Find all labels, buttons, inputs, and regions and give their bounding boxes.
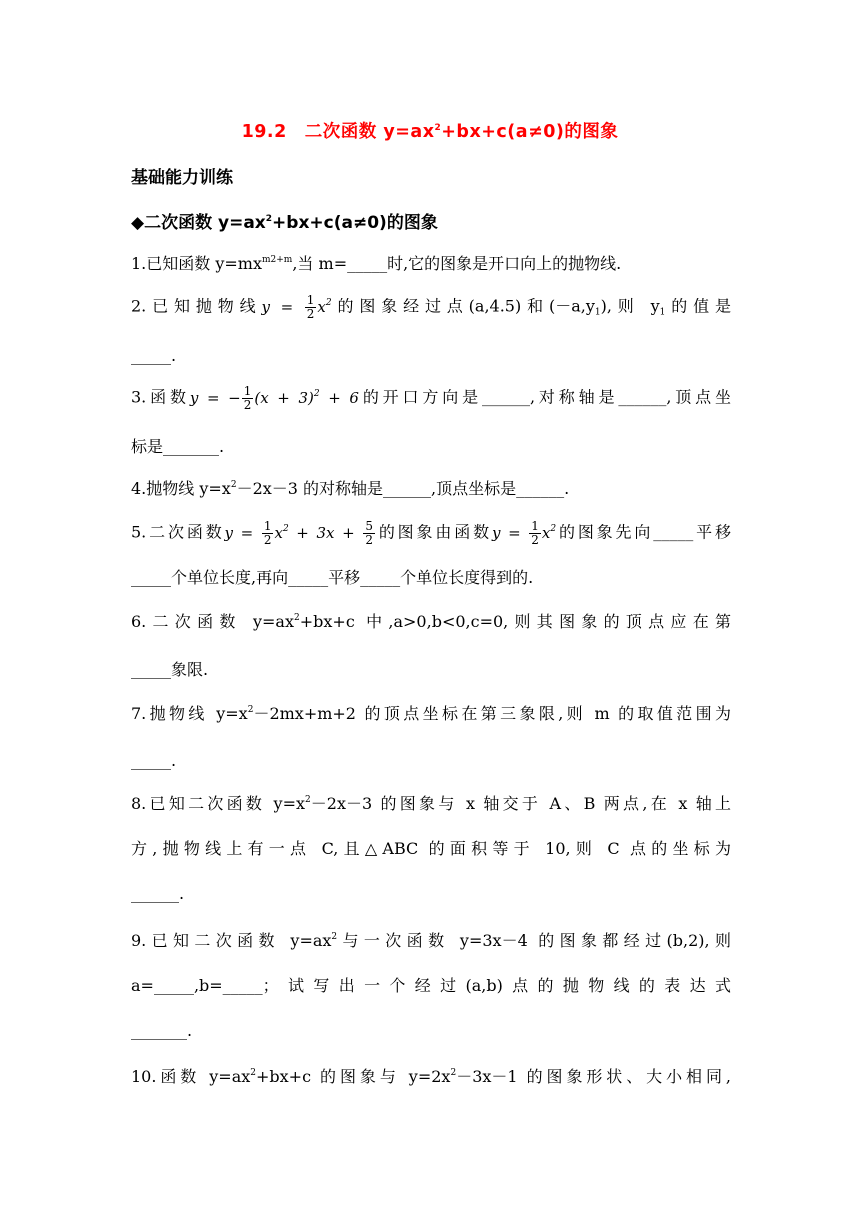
problem-3 — [131, 385, 731, 412]
p6-sup: 2 — [294, 613, 300, 623]
p5-text-a: 5.二次函数 — [131, 522, 225, 542]
p2-text-d: 的值是 — [665, 296, 731, 316]
p3-formula — [189, 384, 359, 412]
problem-8 — [131, 794, 731, 814]
p2-y: y — [261, 297, 270, 316]
title-prefix: 19.2 二次函数 y=ax — [241, 122, 435, 142]
p10-text-b: +bx+c 的图象与 y=2x — [256, 1067, 451, 1086]
problem-9-line2: a=_____,b=_____；试写出一个经过(a,b)点的抛物线的表达式 — [131, 976, 731, 995]
p5-m1-mid: + 3x + — [288, 523, 363, 542]
p8-text-b: －2x－3 的图象与 x 轴交于 A、B 两点,在 x 轴上 — [310, 794, 731, 813]
p5-m1-x: x — [274, 523, 283, 542]
problem-1 — [131, 254, 731, 274]
p2-frac-den: 2 — [306, 307, 315, 321]
p8-sup: 2 — [305, 795, 311, 805]
p3-pre: y = − — [189, 388, 241, 407]
p2-x: x — [317, 297, 326, 316]
p10-text-c: －3x－1 的图象形状、大小相同, — [456, 1067, 731, 1086]
problem-3-line2: 标是_______. — [131, 437, 225, 456]
p6-text-b: +bx+c 中,a>0,b<0,c=0,则其图象的顶点应在第 — [299, 612, 731, 631]
p5-m1-frac2-den: 2 — [365, 533, 373, 547]
problem-5 — [131, 520, 731, 547]
p6-text-a: 6.二次函数 y=ax — [131, 612, 294, 631]
p5-m2-sup: 2 — [550, 523, 557, 534]
p10-sup2: 2 — [450, 1068, 457, 1078]
p5-formula-1 — [224, 519, 376, 547]
p7-text-a: 7.抛物线 y=x — [131, 704, 248, 723]
section-heading: 基础能力训练 — [131, 168, 233, 188]
p1-text-a: 1.已知函数 y=mx — [131, 254, 262, 273]
p5-m1-frac-den: 2 — [263, 533, 272, 547]
subsection-sup: 2 — [265, 214, 273, 224]
p5-m1-frac2-num: 5 — [365, 519, 373, 533]
p9-text-b: 与一次函数 y=3x－4 的图象都经过(b,2),则 — [337, 931, 731, 950]
problem-4 — [131, 479, 731, 499]
p5-m2-frac-num: 1 — [531, 519, 539, 533]
p7-text-b: －2mx+m+2 的顶点坐标在第三象限,则 m 的取值范围为 — [253, 704, 731, 723]
p3-math-sup: 2 — [313, 388, 320, 399]
p4-text-b: －2x－3 的对称轴是______,顶点坐标是______. — [236, 479, 570, 498]
p2-text-a: 2.已知抛物线 — [131, 296, 262, 316]
p9-sup: 2 — [331, 932, 338, 942]
problem-10 — [131, 1067, 731, 1087]
problem-9 — [131, 931, 731, 951]
problem-9-line3: _______. — [131, 1021, 193, 1040]
p3-mid: (x + 3) — [254, 388, 314, 407]
p2-math-sup: 2 — [325, 297, 332, 308]
p7-sup: 2 — [247, 705, 254, 715]
p3-text-b: 的开口方向是______,对称轴是______,顶点坐 — [358, 387, 731, 407]
p5-m1-pre: y = — [224, 523, 261, 542]
problem-6 — [131, 612, 731, 632]
problem-7 — [131, 704, 731, 724]
p8-text-a: 8.已知二次函数 y=x — [131, 794, 306, 813]
p5-text-b: 的图象由函数 — [375, 522, 492, 542]
p2-sub1: 1 — [594, 307, 601, 318]
p1-text-b: ,当 m=_____时,它的图象是开口向上的抛物线. — [292, 254, 622, 273]
p1-sup: m2+m — [262, 255, 293, 265]
p2-frac-num: 1 — [306, 293, 315, 307]
p5-m1-frac-num: 1 — [263, 519, 272, 533]
p5-formula-2 — [491, 519, 557, 547]
p3-post: + 6 — [319, 388, 359, 407]
p5-m1-fraction-2 — [363, 520, 375, 547]
p5-m2-frac-den: 2 — [531, 533, 539, 547]
subsection-heading — [131, 208, 438, 233]
p5-m2-fraction — [529, 520, 541, 547]
p10-sup: 2 — [250, 1068, 256, 1078]
problem-5-line2: _____个单位长度,再向_____平移_____个单位长度得到的. — [131, 568, 534, 587]
p4-sup: 2 — [230, 480, 237, 490]
p3-text-a: 3.函数 — [131, 387, 190, 407]
problem-2-line2: _____. — [131, 346, 177, 365]
p4-text-a: 4.抛物线 y=x — [131, 479, 231, 498]
p5-text-c: 的图象先向_____平移 — [556, 522, 731, 542]
p5-m1-fraction — [262, 520, 274, 547]
page-title — [0, 118, 860, 143]
p5-m2-x: x — [541, 523, 551, 542]
subsection-suffix: +bx+c(a≠0)的图象 — [272, 213, 438, 233]
title-sup: 2 — [434, 123, 442, 133]
p3-frac-num: 1 — [243, 384, 252, 398]
problem-8-line3: ______. — [131, 884, 185, 903]
subsection-prefix: ◆二次函数 y=ax — [131, 213, 266, 233]
p2-formula — [261, 293, 332, 321]
p2-fraction — [305, 294, 317, 321]
p2-text-b: 的图象经过点(a,4.5)和(－a,y — [331, 296, 595, 316]
p9-text-a: 9.已知二次函数 y=ax — [131, 931, 332, 950]
problem-8-line2: 方,抛物线上有一点 C,且△ABC 的面积等于 10,则 C 点的坐标为 — [131, 839, 731, 858]
p5-m2-pre: y = — [491, 523, 529, 542]
p3-frac-den: 2 — [243, 398, 252, 412]
problem-6-line2: _____象限. — [131, 660, 209, 679]
p3-fraction — [242, 385, 254, 412]
problem-2 — [131, 294, 731, 321]
p5-m1-sup: 2 — [282, 523, 289, 534]
p2-text-c: ),则 y — [600, 296, 660, 316]
p2-eq: = — [269, 297, 304, 316]
title-suffix: +bx+c(a≠0)的图象 — [441, 122, 619, 142]
p10-text-a: 10.函数 y=ax — [131, 1067, 251, 1086]
p2-sub2: 1 — [659, 307, 666, 318]
problem-7-line2: _____. — [131, 751, 177, 770]
